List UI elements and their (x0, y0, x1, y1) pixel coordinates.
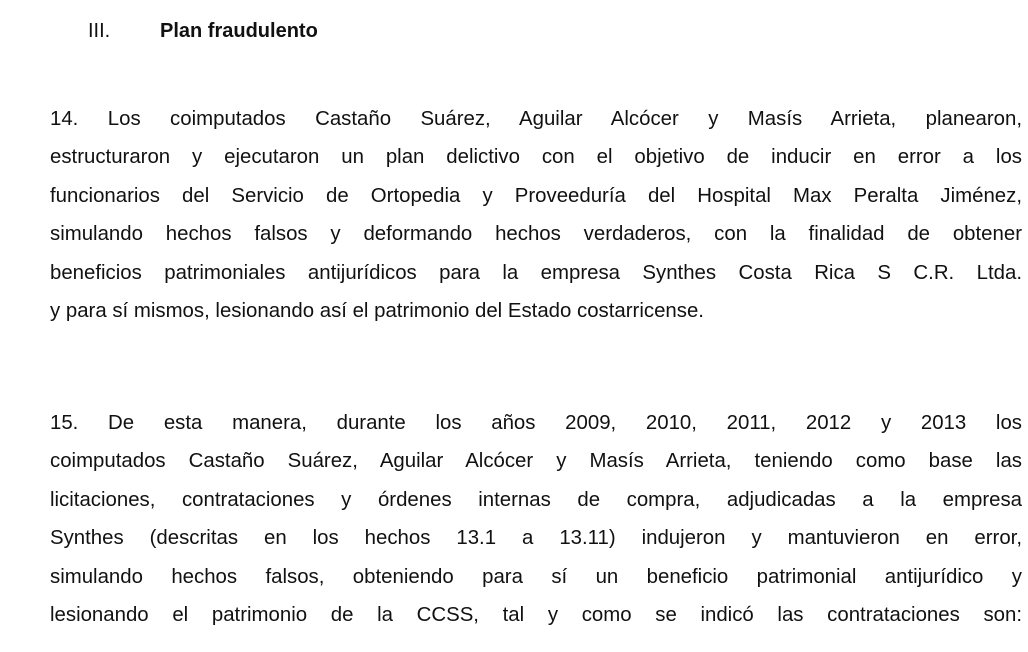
paragraph-15 (50, 404, 1022, 634)
paragraph-line: lesionando el patrimonio de la CCSS, tal y como se indicó las contrataciones son: (50, 603, 1022, 626)
paragraph-line: 14. Los coimputados Castaño Suárez, Aguilar Alcócer y Masís Arrieta, planearon, (50, 108, 1022, 130)
paragraph-line: simulando hechos falsos y deformando hechos verdaderos, con la finalidad de obtener (50, 223, 1022, 246)
paragraph-line: Synthes (descritas en los hechos 13.1 a 13.11) indujeron y mantuvieron en error, (50, 527, 1022, 550)
section-title: Plan fraudulento (160, 20, 318, 42)
section-heading (88, 18, 318, 44)
paragraph-line: y para sí mismos, lesionando así el patrimonio del Estado costarricense. (50, 299, 704, 322)
paragraph-line: beneficios patrimoniales antijurídicos para la empresa Synthes Costa Rica S C.R. Ltda. (50, 261, 1022, 284)
section-number: III. (88, 20, 111, 42)
paragraph-line: estructuraron y ejecutaron un plan delictivo con el objetivo de inducir en error a los (50, 146, 1022, 169)
paragraph-line: funcionarios del Servicio de Ortopedia y Proveeduría del Hospital Max Peralta Jiménez, (50, 184, 1022, 207)
paragraph-14 (50, 100, 1022, 330)
paragraph-line: licitaciones, contrataciones y órdenes internas de compra, adjudicadas a la empresa (50, 488, 1022, 511)
paragraph-line: 15. De esta manera, durante los años 2009, 2010, 2011, 2012 y 2013 los (50, 412, 1022, 434)
paragraph-line: coimputados Castaño Suárez, Aguilar Alcócer y Masís Arrieta, teniendo como base las (50, 450, 1022, 473)
paragraph-line: simulando hechos falsos, obteniendo para sí un beneficio patrimonial antijurídico y (50, 565, 1022, 588)
